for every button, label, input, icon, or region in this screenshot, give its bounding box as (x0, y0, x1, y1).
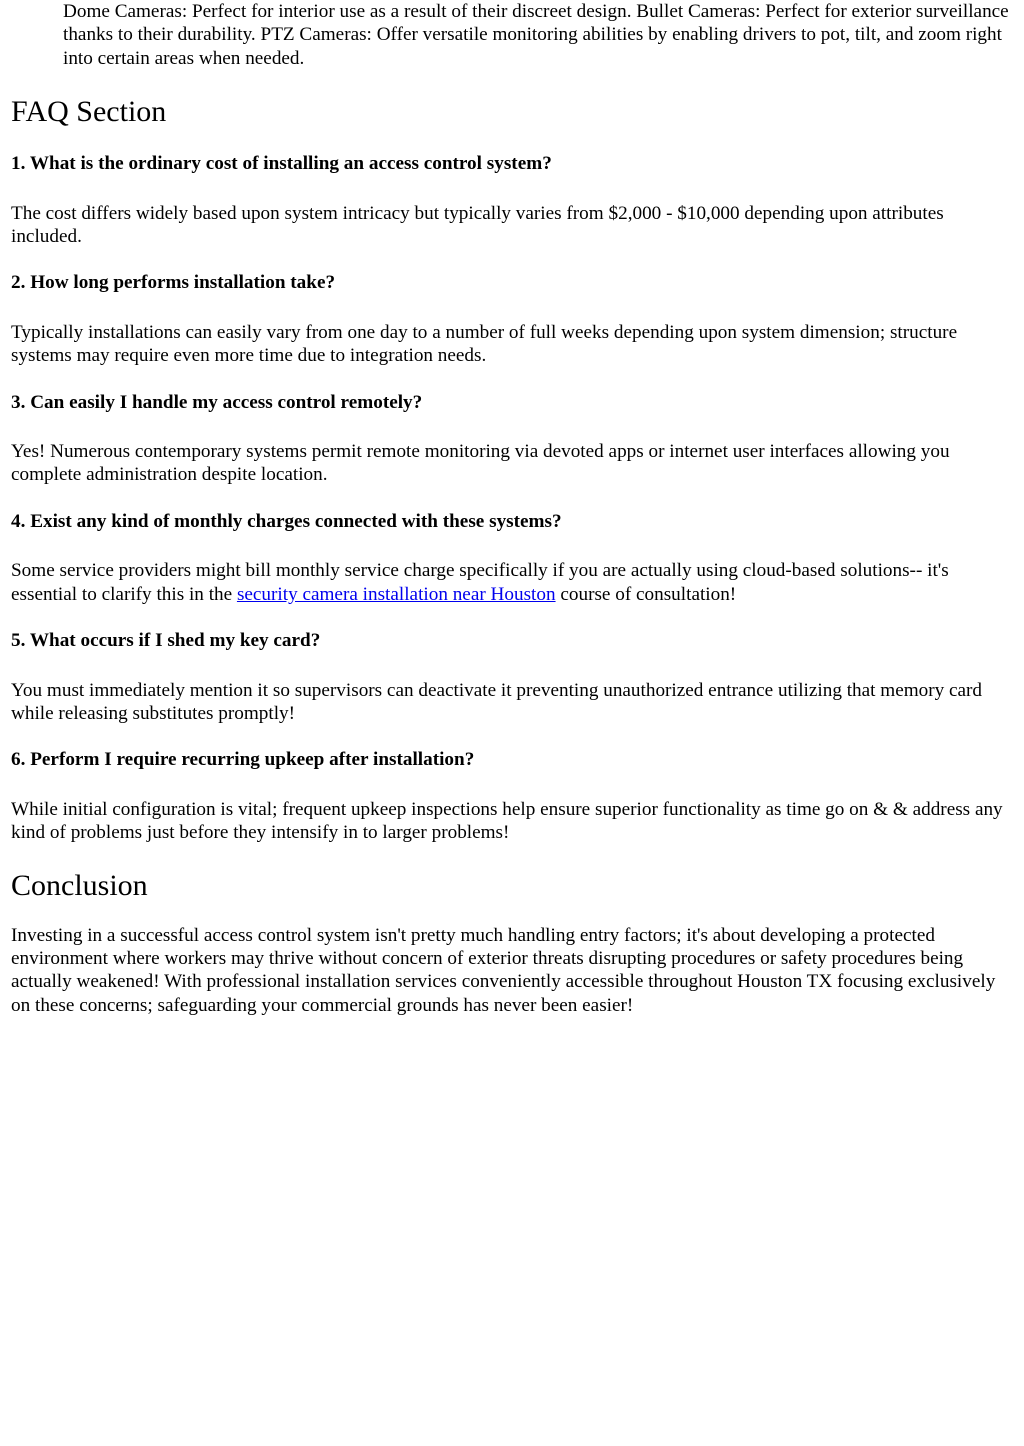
conclusion-heading: Conclusion (11, 868, 148, 902)
faq-question-2: 2. How long performs installation take? (11, 272, 336, 294)
faq-question-5: 5. What occurs if I shed my key card? (11, 630, 321, 652)
faq-answer-5: You must immediately mention it so supervisors can deactivate it preventing unauthorized entrance utilizing that memory card while releasing substitutes promptly! (11, 679, 983, 724)
faq-answer-2: Typically installations can easily vary from one day to a number of full weeks depending upon system dimension; structure systems may require even more time due to integration needs. (11, 321, 958, 367)
security-camera-installation-link[interactable]: security camera installation near Houston (236, 583, 556, 605)
faq-question-3: 3. Can easily I handle my access control remotely? (11, 391, 423, 413)
faq-answer-3: Yes! Numerous contemporary systems permit remote monitoring via devoted apps or internet user interfaces allowing you complete administration despite location. (11, 441, 950, 486)
faq-heading: FAQ Section (11, 95, 167, 129)
faq-question-6: 6. Perform I require recurring upkeep after installation? (11, 749, 475, 771)
faq-answer-4-text-after: course of consultation! (555, 583, 737, 605)
faq-question-1: 1. What is the ordinary cost of installing an access control system? (11, 153, 552, 175)
faq-answer-1: The cost differs widely based upon system intricacy but typically varies from $2,000 - $10,000 depending upon attributes included. (11, 202, 944, 248)
camera-types-paragraph: Dome Cameras: Perfect for interior use as a result of their discreet design. Bullet Cameras: Perfect for exterior surveillance thanks to their durability. PTZ Cameras: Offer versatile monitoring abilities by enabling drivers to pot, tilt, and zoom right into certain areas when needed. (63, 1, 1009, 69)
conclusion-paragraph: Investing in a successful access control system isn't pretty much handling entry factors; it's about developing a protected environment where workers may thrive without concern of exterior threats disrupting procedures or safety procedures being actually weakened! With professional installation services conveniently accessible throughout Houston TX focusing exclusively on these concerns; safeguarding your commercial grounds has never been easier! (11, 924, 996, 1016)
faq-question-4: 4. Exist any kind of monthly charges connected with these systems? (11, 510, 562, 532)
faq-answer-4 (11, 559, 1014, 606)
faq-answer-6: While initial configuration is vital; frequent upkeep inspections help ensure superior functionality as time go on & & address any kind of problems just before they intensify in to larger problems! (11, 798, 1003, 844)
faq-answer-4-text-before: Some service providers might bill monthly service charge specifically if you are actually using cloud-based solutions-- it's essential to clarify this in the (11, 560, 949, 605)
